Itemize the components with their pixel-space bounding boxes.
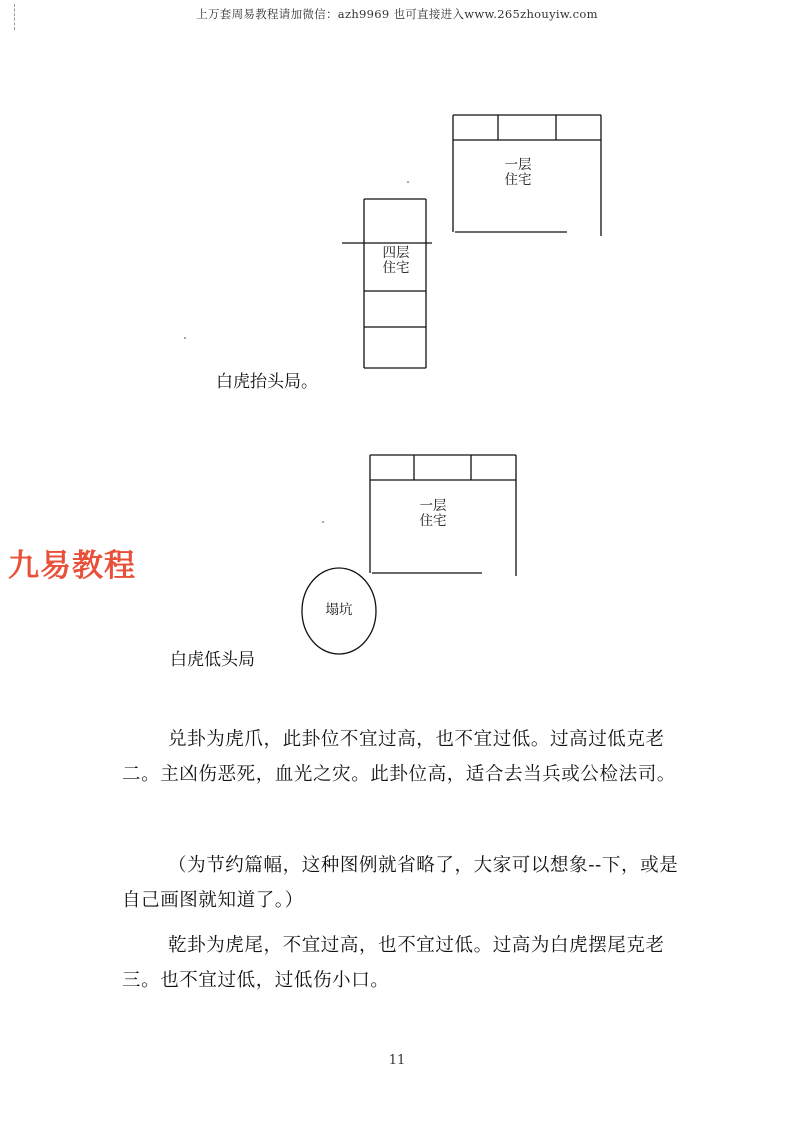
watermark-logo: 九易教程 <box>8 548 136 584</box>
one-story-house-label: 一层 住宅 <box>419 498 447 529</box>
diagram2-caption: 白虎低头局 <box>170 650 255 670</box>
one-story-house-label: 一层 住宅 <box>504 157 532 188</box>
body-paragraph-3: 乾卦为虎尾，不宜过高，也不宜过低。过高为白虎摆尾克老三。也不宜过低，过低伤小口。 <box>122 935 665 991</box>
header-banner: 上万套周易教程请加微信：azh9969 也可直接进入www.265zhouyiw.com <box>196 7 598 21</box>
four-story-house <box>342 199 432 368</box>
four-story-house-label: 四层 住宅 <box>382 245 410 276</box>
diagram1-caption: 白虎抬头局。 <box>216 372 318 392</box>
body-paragraph-1: 兑卦为虎爪，此卦位不宜过高，也不宜过低。过高过低克老二。主凶伤恶死，血光之灾。此卦位高，适合去当兵或公检法司。 <box>122 729 676 785</box>
pit-label: 塌坑 <box>325 602 353 618</box>
page-number: 11 <box>388 1053 406 1068</box>
body-paragraph-2: （为节约篇幅，这种图例就省略了，大家可以想象--下，或是自己画图就知道了。） <box>122 855 679 911</box>
